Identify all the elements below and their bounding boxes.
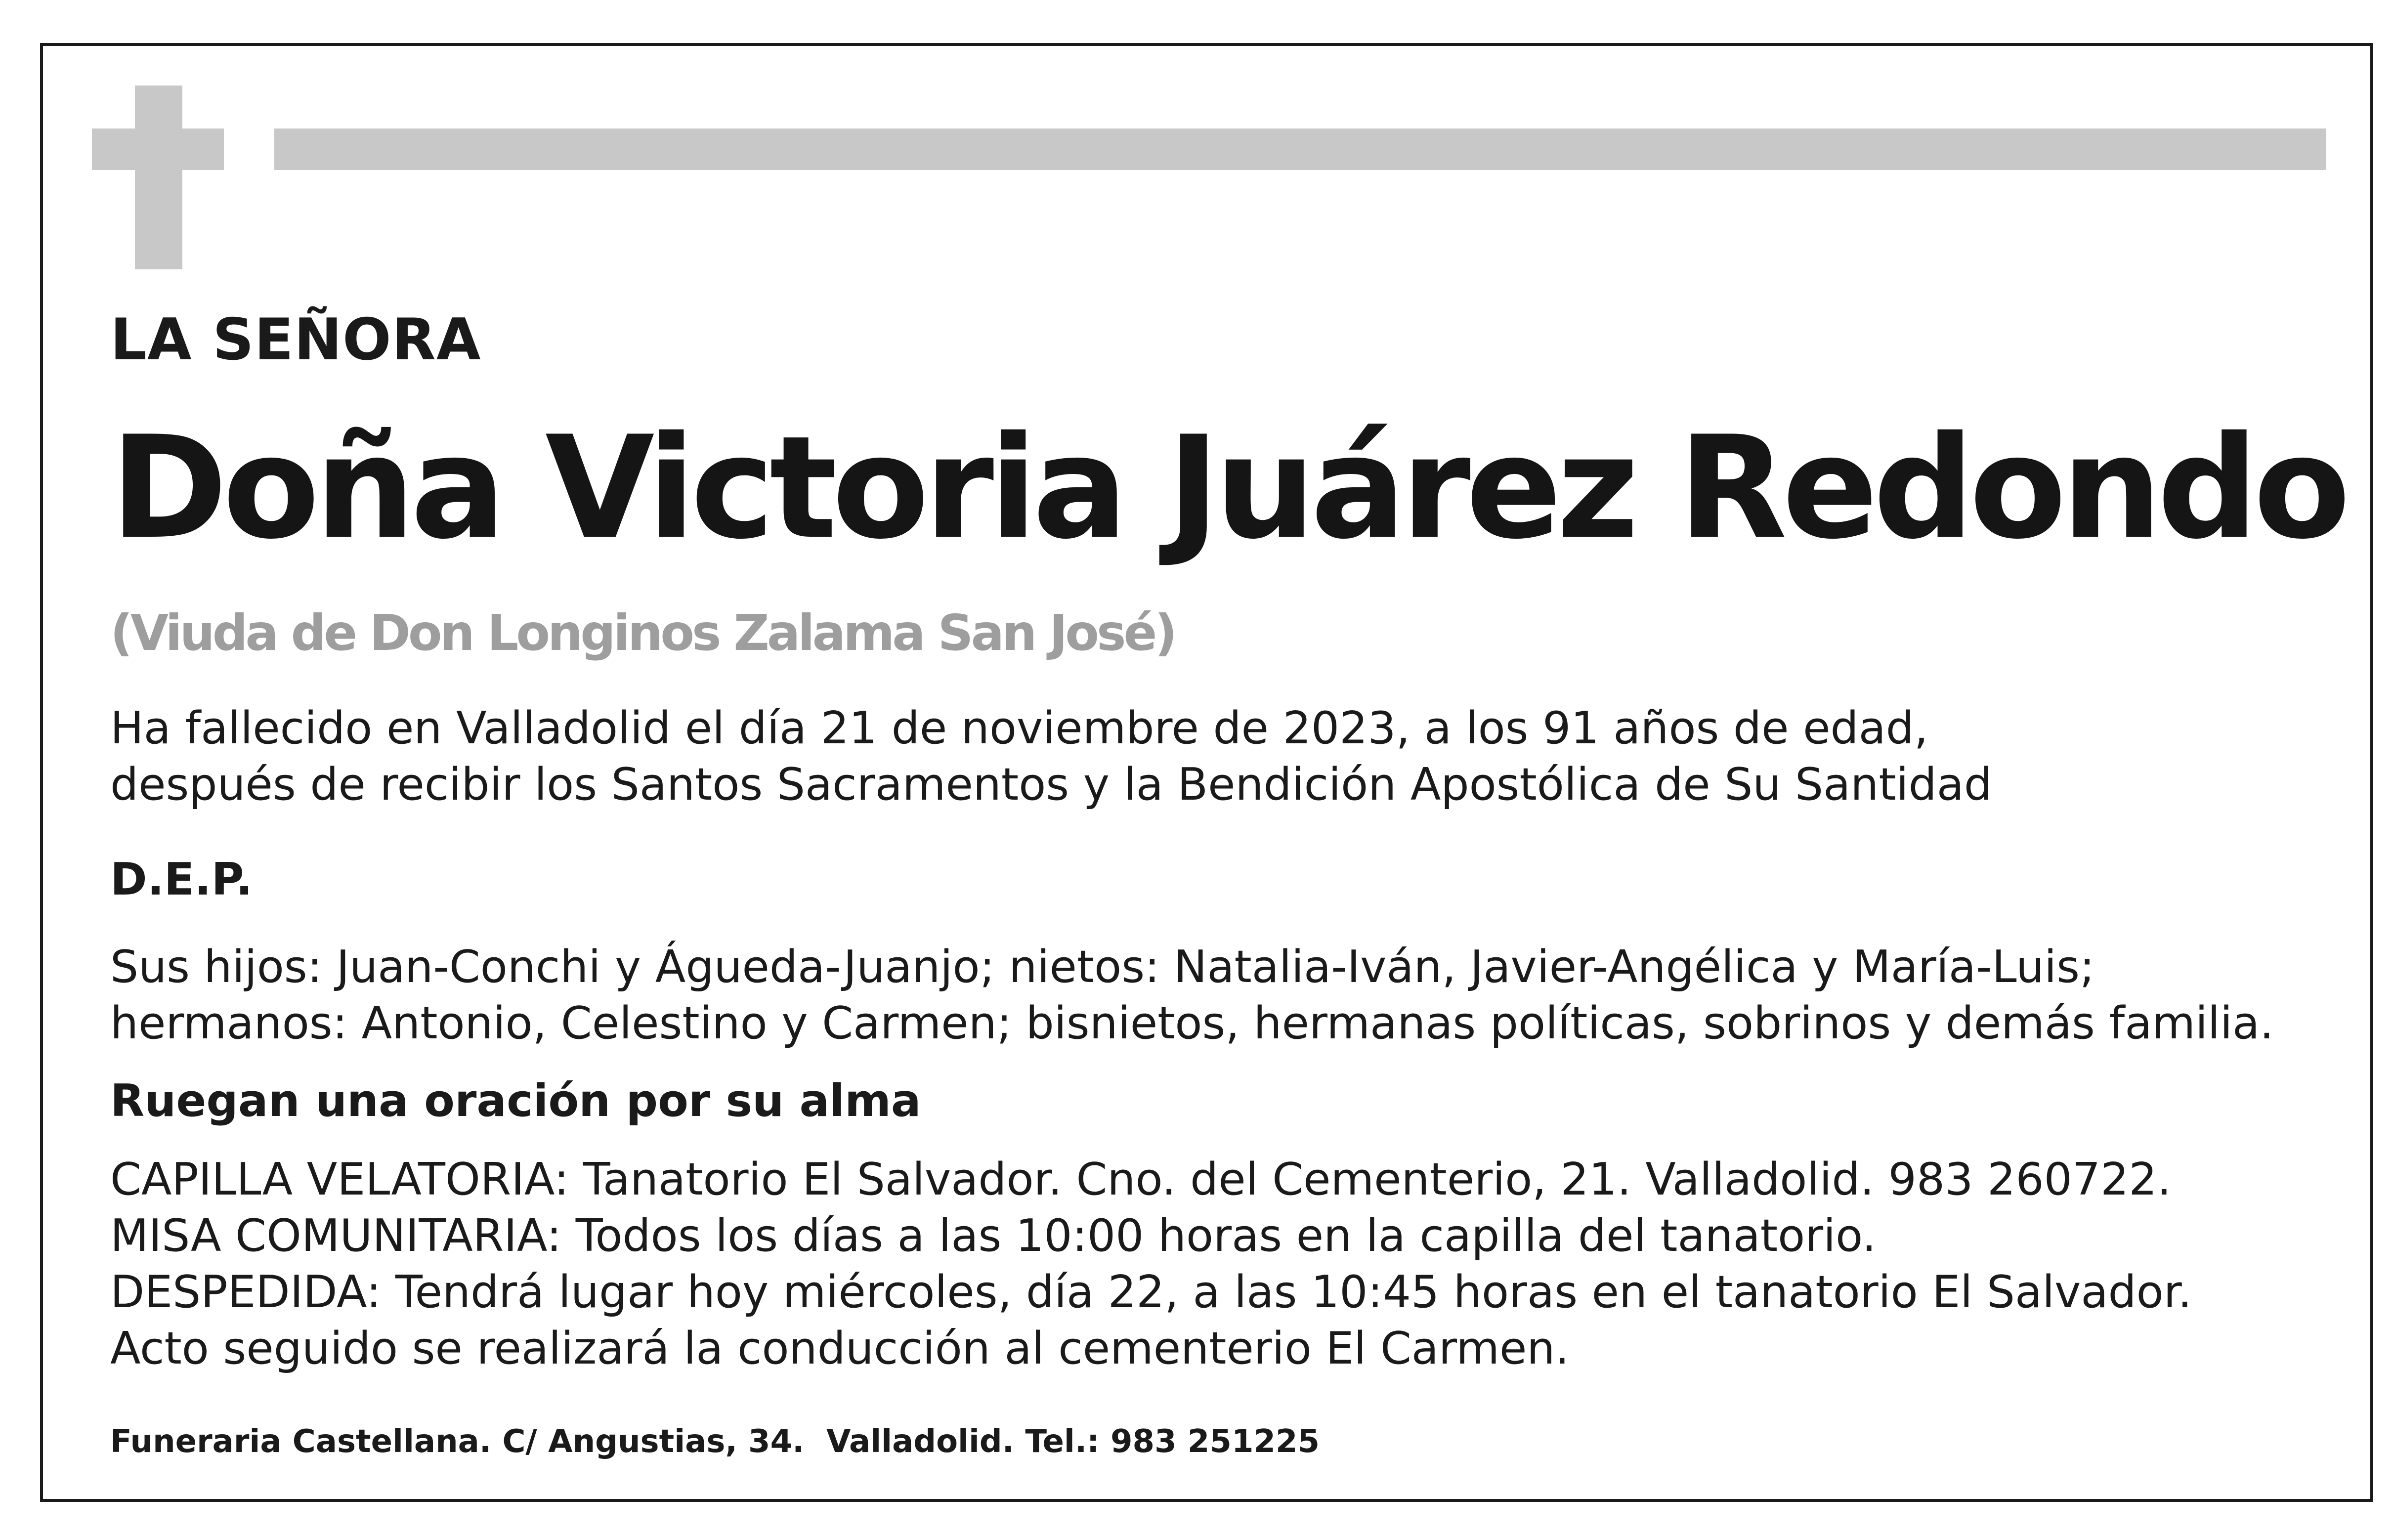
service-line-farewell: DESPEDIDA: Tendrá lugar hoy miércoles, día 22, a las 10:45 horas en el tanatorio El Salvador. (110, 1266, 2192, 1318)
header-rule (274, 128, 2326, 170)
service-line-chapel: CAPILLA VELATORIA: Tanatorio El Salvador. Cno. del Cementerio, 21. Valladolid. 983 260722. (110, 1154, 2172, 1205)
family-line-2: hermanos: Antonio, Celestino y Carmen; bisnietos, hermanas políticas, sobrinos y demás familia. (110, 997, 2274, 1049)
death-line-1: Ha fallecido en Valladolid el día 21 de noviembre de 2023, a los 91 años de edad, (110, 702, 1928, 754)
funeral-home-footer: Funeraria Castellana. C/ Angustias, 34. Valladolid. Tel.: 983 251225 (110, 1423, 1320, 1460)
cross-horizontal-bar (92, 128, 224, 170)
rip-heading: D.E.P. (110, 854, 253, 905)
service-line-mass: MISA COMUNITARIA: Todos los días a las 10:00 horas en la capilla del tanatorio. (110, 1210, 1877, 1262)
prayer-request: Ruegan una oración por su alma (110, 1075, 921, 1127)
family-line-1: Sus hijos: Juan-Conchi y Águeda-Juanjo; nietos: Natalia-Iván, Javier-Angélica y María-Luis; (110, 941, 2095, 993)
service-line-procession: Acto seguido se realizará la conducción al cementerio El Carmen. (110, 1323, 1570, 1374)
honorific: LA SEÑORA (110, 306, 481, 373)
deceased-name: Doña Victoria Juárez Redondo (110, 406, 2346, 570)
death-line-2: después de recibir los Santos Sacramentos y la Bendición Apostólica de Su Santidad (110, 759, 1993, 811)
widow-of-line: (Viuda de Don Longinos Zalama San José) (110, 604, 1175, 662)
cross-vertical-bar (135, 86, 182, 269)
